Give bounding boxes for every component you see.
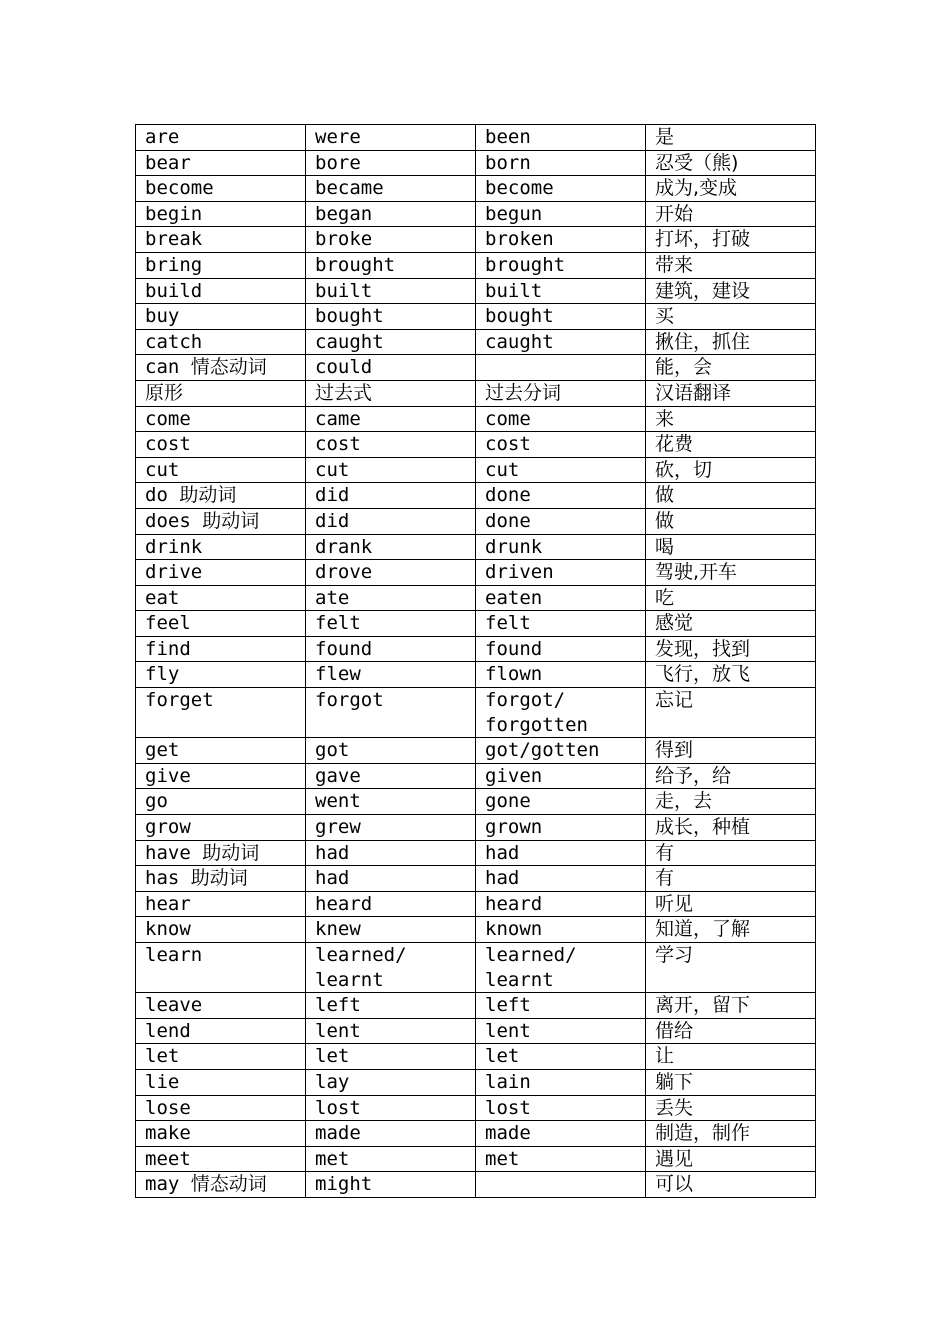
past-participle-cell: got/gotten <box>476 738 646 764</box>
translation-cell: 忘记 <box>646 688 816 738</box>
past-participle-cell: brought <box>476 252 646 278</box>
base-form-cell: leave <box>136 993 306 1019</box>
table-row <box>136 508 816 534</box>
base-form-cell: are <box>136 125 306 151</box>
base-form-cell: lend <box>136 1018 306 1044</box>
past-tense-cell: lent <box>306 1018 476 1044</box>
table-row <box>136 1172 816 1198</box>
past-tense-cell: felt <box>306 611 476 637</box>
base-form-cell: come <box>136 406 306 432</box>
table-row <box>136 176 816 202</box>
translation-cell: 走，去 <box>646 789 816 815</box>
translation-cell: 喝 <box>646 534 816 560</box>
past-tense-cell: 过去式 <box>306 380 476 406</box>
past-participle-cell: drunk <box>476 534 646 560</box>
table-row <box>136 1044 816 1070</box>
past-tense-cell: grew <box>306 815 476 841</box>
base-form-cell: hear <box>136 891 306 917</box>
past-participle-cell: heard <box>476 891 646 917</box>
base-form-cell: begin <box>136 201 306 227</box>
past-participle-cell: come <box>476 406 646 432</box>
past-participle-cell: made <box>476 1121 646 1147</box>
past-participle-cell: felt <box>476 611 646 637</box>
past-participle-cell: driven <box>476 560 646 586</box>
past-tense-cell: could <box>306 355 476 381</box>
base-form-cell: catch <box>136 329 306 355</box>
table-row <box>136 636 816 662</box>
translation-cell: 吃 <box>646 585 816 611</box>
past-participle-cell: cut <box>476 457 646 483</box>
translation-cell: 躺下 <box>646 1069 816 1095</box>
past-participle-cell: done <box>476 483 646 509</box>
past-tense-cell: got <box>306 738 476 764</box>
translation-cell: 做 <box>646 483 816 509</box>
base-form-cell: have 助动词 <box>136 840 306 866</box>
table-row <box>136 688 816 738</box>
past-tense-cell: gave <box>306 763 476 789</box>
base-form-cell: forget <box>136 688 306 738</box>
translation-cell: 成长，种植 <box>646 815 816 841</box>
translation-cell: 遇见 <box>646 1146 816 1172</box>
base-form-cell: cut <box>136 457 306 483</box>
table-row <box>136 1121 816 1147</box>
base-form-cell: lie <box>136 1069 306 1095</box>
translation-cell: 开始 <box>646 201 816 227</box>
translation-cell: 听见 <box>646 891 816 917</box>
translation-cell: 让 <box>646 1044 816 1070</box>
past-tense-cell: ate <box>306 585 476 611</box>
translation-cell: 有 <box>646 866 816 892</box>
translation-cell: 花费 <box>646 432 816 458</box>
base-form-cell: bear <box>136 150 306 176</box>
translation-cell: 丢失 <box>646 1095 816 1121</box>
base-form-cell: 原形 <box>136 380 306 406</box>
past-participle-cell: become <box>476 176 646 202</box>
base-form-cell: make <box>136 1121 306 1147</box>
past-tense-cell: knew <box>306 917 476 943</box>
translation-cell: 离开，留下 <box>646 993 816 1019</box>
past-tense-cell: came <box>306 406 476 432</box>
table-row <box>136 125 816 151</box>
base-form-cell: let <box>136 1044 306 1070</box>
table-row <box>136 380 816 406</box>
past-tense-cell: lay <box>306 1069 476 1095</box>
table-row <box>136 917 816 943</box>
past-participle-cell: lost <box>476 1095 646 1121</box>
past-participle-cell: met <box>476 1146 646 1172</box>
translation-cell: 制造，制作 <box>646 1121 816 1147</box>
translation-cell: 揪住，抓住 <box>646 329 816 355</box>
table-row <box>136 201 816 227</box>
base-form-cell: cost <box>136 432 306 458</box>
table-row <box>136 993 816 1019</box>
base-form-cell: does 助动词 <box>136 508 306 534</box>
table-row <box>136 227 816 253</box>
past-tense-cell: lost <box>306 1095 476 1121</box>
past-participle-cell: gone <box>476 789 646 815</box>
table-row <box>136 815 816 841</box>
base-form-cell: learn <box>136 943 306 993</box>
past-participle-cell: given <box>476 763 646 789</box>
past-tense-cell: left <box>306 993 476 1019</box>
base-form-cell: know <box>136 917 306 943</box>
past-tense-cell: bought <box>306 304 476 330</box>
translation-cell: 借给 <box>646 1018 816 1044</box>
table-row <box>136 278 816 304</box>
translation-cell: 是 <box>646 125 816 151</box>
past-tense-cell: were <box>306 125 476 151</box>
past-tense-cell: cost <box>306 432 476 458</box>
table-row <box>136 1095 816 1121</box>
base-form-cell: get <box>136 738 306 764</box>
past-tense-cell: had <box>306 840 476 866</box>
past-participle-cell: cost <box>476 432 646 458</box>
past-participle-cell: built <box>476 278 646 304</box>
translation-cell: 来 <box>646 406 816 432</box>
past-participle-cell: caught <box>476 329 646 355</box>
base-form-cell: eat <box>136 585 306 611</box>
base-form-cell: do 助动词 <box>136 483 306 509</box>
translation-cell: 知道，了解 <box>646 917 816 943</box>
past-tense-cell: caught <box>306 329 476 355</box>
past-participle-cell: born <box>476 150 646 176</box>
base-form-cell: become <box>136 176 306 202</box>
past-participle-cell <box>476 1172 646 1198</box>
table-row <box>136 355 816 381</box>
table-row <box>136 866 816 892</box>
base-form-cell: meet <box>136 1146 306 1172</box>
past-tense-cell: flew <box>306 662 476 688</box>
past-participle-cell: forgot/ forgotten <box>476 688 646 738</box>
base-form-cell: find <box>136 636 306 662</box>
table-row <box>136 150 816 176</box>
table-row <box>136 406 816 432</box>
past-participle-cell: bought <box>476 304 646 330</box>
table-row <box>136 943 816 993</box>
table-row <box>136 304 816 330</box>
translation-cell: 给予，给 <box>646 763 816 789</box>
past-participle-cell: broken <box>476 227 646 253</box>
past-tense-cell: forgot <box>306 688 476 738</box>
past-participle-cell: grown <box>476 815 646 841</box>
past-participle-cell: had <box>476 866 646 892</box>
past-tense-cell: did <box>306 508 476 534</box>
table-row <box>136 763 816 789</box>
past-participle-cell: begun <box>476 201 646 227</box>
base-form-cell: can 情态动词 <box>136 355 306 381</box>
past-tense-cell: became <box>306 176 476 202</box>
past-tense-cell: learned/ learnt <box>306 943 476 993</box>
translation-cell: 成为,变成 <box>646 176 816 202</box>
past-participle-cell: found <box>476 636 646 662</box>
table-row <box>136 560 816 586</box>
translation-cell: 带来 <box>646 252 816 278</box>
base-form-cell: buy <box>136 304 306 330</box>
translation-cell: 忍受（熊) <box>646 150 816 176</box>
translation-cell: 得到 <box>646 738 816 764</box>
table-row <box>136 1069 816 1095</box>
base-form-cell: grow <box>136 815 306 841</box>
past-tense-cell: met <box>306 1146 476 1172</box>
translation-cell: 学习 <box>646 943 816 993</box>
irregular-verbs-table <box>135 124 816 1198</box>
past-participle-cell: known <box>476 917 646 943</box>
translation-cell: 打坏，打破 <box>646 227 816 253</box>
base-form-cell: feel <box>136 611 306 637</box>
past-tense-cell: let <box>306 1044 476 1070</box>
past-tense-cell: might <box>306 1172 476 1198</box>
past-participle-cell: let <box>476 1044 646 1070</box>
table-row <box>136 329 816 355</box>
table-row <box>136 252 816 278</box>
base-form-cell: lose <box>136 1095 306 1121</box>
translation-cell: 做 <box>646 508 816 534</box>
past-participle-cell: eaten <box>476 585 646 611</box>
base-form-cell: give <box>136 763 306 789</box>
past-tense-cell: drove <box>306 560 476 586</box>
table-row <box>136 738 816 764</box>
past-tense-cell: did <box>306 483 476 509</box>
base-form-cell: drive <box>136 560 306 586</box>
past-tense-cell: broke <box>306 227 476 253</box>
past-participle-cell <box>476 355 646 381</box>
translation-cell: 驾驶,开车 <box>646 560 816 586</box>
past-tense-cell: cut <box>306 457 476 483</box>
past-tense-cell: bore <box>306 150 476 176</box>
translation-cell: 飞行，放飞 <box>646 662 816 688</box>
past-tense-cell: heard <box>306 891 476 917</box>
translation-cell: 汉语翻译 <box>646 380 816 406</box>
past-participle-cell: lain <box>476 1069 646 1095</box>
past-tense-cell: began <box>306 201 476 227</box>
base-form-cell: may 情态动词 <box>136 1172 306 1198</box>
base-form-cell: build <box>136 278 306 304</box>
translation-cell: 感觉 <box>646 611 816 637</box>
past-tense-cell: made <box>306 1121 476 1147</box>
table-row <box>136 534 816 560</box>
past-participle-cell: left <box>476 993 646 1019</box>
table-row <box>136 891 816 917</box>
past-participle-cell: had <box>476 840 646 866</box>
past-tense-cell: brought <box>306 252 476 278</box>
base-form-cell: fly <box>136 662 306 688</box>
past-tense-cell: found <box>306 636 476 662</box>
translation-cell: 发现，找到 <box>646 636 816 662</box>
table-body <box>136 125 816 1198</box>
past-participle-cell: been <box>476 125 646 151</box>
base-form-cell: bring <box>136 252 306 278</box>
translation-cell: 能，会 <box>646 355 816 381</box>
past-participle-cell: lent <box>476 1018 646 1044</box>
translation-cell: 买 <box>646 304 816 330</box>
table-row <box>136 432 816 458</box>
past-tense-cell: drank <box>306 534 476 560</box>
past-tense-cell: built <box>306 278 476 304</box>
table-row <box>136 457 816 483</box>
translation-cell: 砍，切 <box>646 457 816 483</box>
past-participle-cell: done <box>476 508 646 534</box>
table-row <box>136 840 816 866</box>
table-row <box>136 662 816 688</box>
past-participle-cell: learned/ learnt <box>476 943 646 993</box>
base-form-cell: drink <box>136 534 306 560</box>
table-row <box>136 585 816 611</box>
base-form-cell: has 助动词 <box>136 866 306 892</box>
base-form-cell: go <box>136 789 306 815</box>
past-tense-cell: went <box>306 789 476 815</box>
table-row <box>136 611 816 637</box>
table-row <box>136 1146 816 1172</box>
translation-cell: 可以 <box>646 1172 816 1198</box>
table-row <box>136 483 816 509</box>
past-tense-cell: had <box>306 866 476 892</box>
translation-cell: 有 <box>646 840 816 866</box>
past-participle-cell: flown <box>476 662 646 688</box>
table-row <box>136 1018 816 1044</box>
translation-cell: 建筑，建设 <box>646 278 816 304</box>
base-form-cell: break <box>136 227 306 253</box>
table-row <box>136 789 816 815</box>
past-participle-cell: 过去分词 <box>476 380 646 406</box>
